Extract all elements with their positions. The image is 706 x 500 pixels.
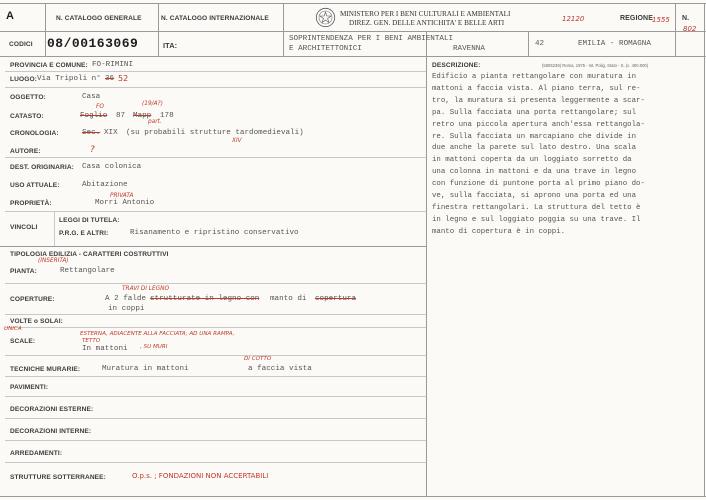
tipologia-inserita: (INSERITA) xyxy=(38,258,69,264)
bottom-border xyxy=(0,496,706,497)
provincia-value: FO-RIMINI xyxy=(92,61,134,69)
prg-label: P.R.G. E ALTRI: xyxy=(59,230,109,237)
tecniche-value-1: Muratura in mattoni xyxy=(102,365,189,373)
descrizione-line: con funzione di puntone porta al primo piano do- xyxy=(432,180,645,189)
cronologia-annotation: XIV xyxy=(232,138,242,144)
descrizione-line: una colonna in mattoni e da una trave in legno xyxy=(432,168,637,177)
descrizione-line: finestra rettangolari. La struttura del tetto è xyxy=(432,203,641,212)
luogo-old-number: 36 xyxy=(105,75,115,83)
descrizione-line: due anche la parete sul lato destro. Una scala xyxy=(432,144,637,153)
cronologia-label: CRONOLOGIA: xyxy=(10,130,59,137)
descrizione-line: Edificio a pianta rettangolare con muratura in xyxy=(432,73,637,81)
autore-label: AUTORE: xyxy=(10,148,41,155)
cronologia-struck: Sec. xyxy=(82,129,101,137)
descrizione-line: ve, sulla facciata, si aprono una porta ed una xyxy=(432,192,637,201)
cronologia-value: XIX xyxy=(104,129,118,137)
header-divider-2 xyxy=(0,56,706,57)
oggetto-label: OGGETTO: xyxy=(10,94,46,101)
scale-label: SCALE: xyxy=(10,338,36,345)
row-divider xyxy=(5,396,426,397)
regione-code: 42 xyxy=(535,40,545,48)
descrizione-line: re. Sulla facciata un marcapiano che divide in xyxy=(432,132,637,141)
catalogo-generale-value: 08/00163069 xyxy=(47,36,139,51)
descrizione-line: manto di copertura è in coppi. xyxy=(432,227,566,236)
section-letter: A xyxy=(6,10,14,22)
coperture-label: COPERTURE: xyxy=(10,296,55,303)
tecniche-value-2: a faccia vista xyxy=(248,365,312,373)
ministry-line-2: DIREZ. GEN. DELLE ANTICHITA' E BELLE ARTI xyxy=(349,19,505,27)
scale-value: In mattoni xyxy=(82,345,128,353)
arredamenti-label: ARREDAMENTI: xyxy=(10,450,63,457)
catalogo-internazionale-label: N. CATALOGO INTERNAZIONALE xyxy=(161,15,269,22)
col-divider-c xyxy=(283,3,284,56)
coperture-struck: strutturate in legno con xyxy=(150,295,260,303)
regione-label: REGIONE xyxy=(620,15,653,22)
coperture-line-2: in coppi xyxy=(108,305,145,313)
proprieta-label: PROPRIETÀ: xyxy=(10,200,52,207)
row-divider xyxy=(5,314,426,315)
catasto-struck-mapp: Mapp xyxy=(133,112,152,120)
descrizione-line: tro, la muratura si presenta leggermente a scar- xyxy=(432,96,645,105)
strutture-sotterranee-label: STRUTTURE SOTTERRANEE: xyxy=(10,474,106,481)
print-note: (5605239) Roma, 1975 - Ist. Polig. Stato - S. (c. 400.000) xyxy=(542,63,649,68)
provincia-label: PROVINCIA E COMUNE: xyxy=(10,62,88,69)
proprieta-value: Morri Antonio xyxy=(95,199,155,207)
descrizione-line: mattoni a faccia vista. Al piano terra, sul re- xyxy=(432,84,641,93)
tecniche-murarie-label: TECNICHE MURARIE: xyxy=(10,366,81,373)
oggetto-value: Casa xyxy=(82,93,101,101)
soprintendenza-line-2: E ARCHITETTONICI xyxy=(289,45,362,53)
scale-annotation-tetto: TETTO xyxy=(82,338,101,344)
ita-label: ITA: xyxy=(163,41,178,50)
strutture-annotation: O.p.s. ; FONDAZIONI NON ACCERTABILI xyxy=(132,472,269,480)
soprintendenza-line-1: SOPRINTENDENZA PER I BENI AMBIENTALI xyxy=(289,35,454,43)
row-divider xyxy=(5,376,426,377)
corner-number-value: 802 xyxy=(683,25,697,33)
coperture-prefix: A 2 falde xyxy=(105,295,147,303)
prg-value: Risanamento e ripristino conservativo xyxy=(130,229,299,237)
top-border xyxy=(0,3,706,4)
col-divider-region xyxy=(528,31,529,56)
col-divider-a xyxy=(45,3,46,56)
header-divider-1 xyxy=(0,31,706,32)
section-divider xyxy=(0,246,426,247)
pianta-value: Rettangolare xyxy=(60,267,115,275)
codici-label: CODICI xyxy=(9,41,33,48)
catasto-value-1: 87 xyxy=(116,112,126,120)
row-divider xyxy=(5,283,426,284)
catasto-annotation-fo: FO xyxy=(96,104,104,110)
corner-number-label: N. xyxy=(682,15,690,22)
uso-attuale-label: USO ATTUALE: xyxy=(10,182,60,189)
coperture-struck-2: copertura xyxy=(315,295,357,303)
descrizione-line: pa. Sulla facciata una porta rettangolare; sul xyxy=(432,108,637,117)
row-divider xyxy=(5,71,426,72)
descrizione-line: retro una piccola apertura anch'essa rettangola- xyxy=(432,120,645,129)
catasto-annotation-part: part. xyxy=(148,119,162,125)
row-divider xyxy=(5,211,426,212)
scale-annotation-esterna: ESTERNA, ADIACENTE ALLA FACCIATA; AD UNA RAMPA, xyxy=(80,331,235,337)
coperture-annotation: TRAVI DI LEGNO xyxy=(122,286,170,292)
catasto-label: CATASTO: xyxy=(10,113,44,120)
tipologia-title: TIPOLOGIA EDILIZIA - CARATTERI COSTRUTTIVI xyxy=(10,251,169,258)
descrizione-label: DESCRIZIONE: xyxy=(432,62,481,69)
soprintendenza-city: RAVENNA xyxy=(453,45,485,53)
luogo-value: Via Tripoli n° xyxy=(37,75,101,83)
catasto-annotation-top: (19/A?) xyxy=(142,101,163,107)
vincoli-divider xyxy=(54,212,55,246)
scale-annotation-unica: UNICA xyxy=(4,326,22,332)
row-divider xyxy=(5,87,426,88)
catasto-value-2: 178 xyxy=(160,112,174,120)
decorazioni-esterne-label: DECORAZIONI ESTERNE: xyxy=(10,406,94,413)
ministry-line-1: MINISTERO PER I BENI CULTURALI E AMBIENTALI xyxy=(340,10,511,18)
row-divider xyxy=(5,418,426,419)
luogo-new-number: 52 xyxy=(118,74,129,83)
volte-solai-label: VOLTE o SOLAI: xyxy=(10,318,63,325)
row-divider xyxy=(5,157,426,158)
coperture-value: manto di xyxy=(270,295,307,303)
col-divider-desc xyxy=(426,31,427,496)
dest-originaria-value: Casa colonica xyxy=(82,163,142,171)
col-divider-corner xyxy=(675,3,676,56)
cronologia-note: (su probabili strutture tardomedievali) xyxy=(126,129,304,137)
catalogo-generale-label: N. CATALOGO GENERALE xyxy=(56,15,142,22)
col-divider-b xyxy=(158,3,159,56)
handwritten-catalog-number: 12120 xyxy=(562,15,585,23)
leggi-tutela-label: LEGGI DI TUTELA: xyxy=(59,217,120,224)
decorazioni-interne-label: DECORAZIONI INTERNE: xyxy=(10,428,92,435)
luogo-label: LUOGO: xyxy=(10,76,37,83)
pavimenti-label: PAVIMENTI: xyxy=(10,384,49,391)
autore-value: ? xyxy=(90,145,95,155)
republic-emblem-icon xyxy=(315,7,336,28)
right-border xyxy=(704,3,705,496)
pianta-label: PIANTA: xyxy=(10,268,37,275)
row-divider xyxy=(5,462,426,463)
descrizione-text xyxy=(432,72,645,239)
descrizione-line: in mattoni coperta da un loggiato sorretto da xyxy=(432,156,632,165)
scale-annotation-muri: , SU MURI xyxy=(140,344,168,350)
row-divider xyxy=(5,327,426,328)
row-divider xyxy=(5,355,426,356)
row-divider xyxy=(5,440,426,441)
regione-number: 1555 xyxy=(652,16,670,24)
descrizione-line: in legno e sul loggiato poggia su una trave. Il xyxy=(432,215,641,224)
catasto-struck-foglio: Foglio xyxy=(80,112,108,120)
dest-originaria-label: DEST. ORIGINARIA: xyxy=(10,164,74,171)
regione-value: EMILIA - ROMAGNA xyxy=(578,40,651,48)
tecniche-annotation: DI COTTO xyxy=(244,356,272,362)
vincoli-label: VINCOLI xyxy=(10,224,38,231)
uso-attuale-value: Abitazione xyxy=(82,181,128,189)
proprieta-annotation: PRIVATA xyxy=(110,193,134,199)
